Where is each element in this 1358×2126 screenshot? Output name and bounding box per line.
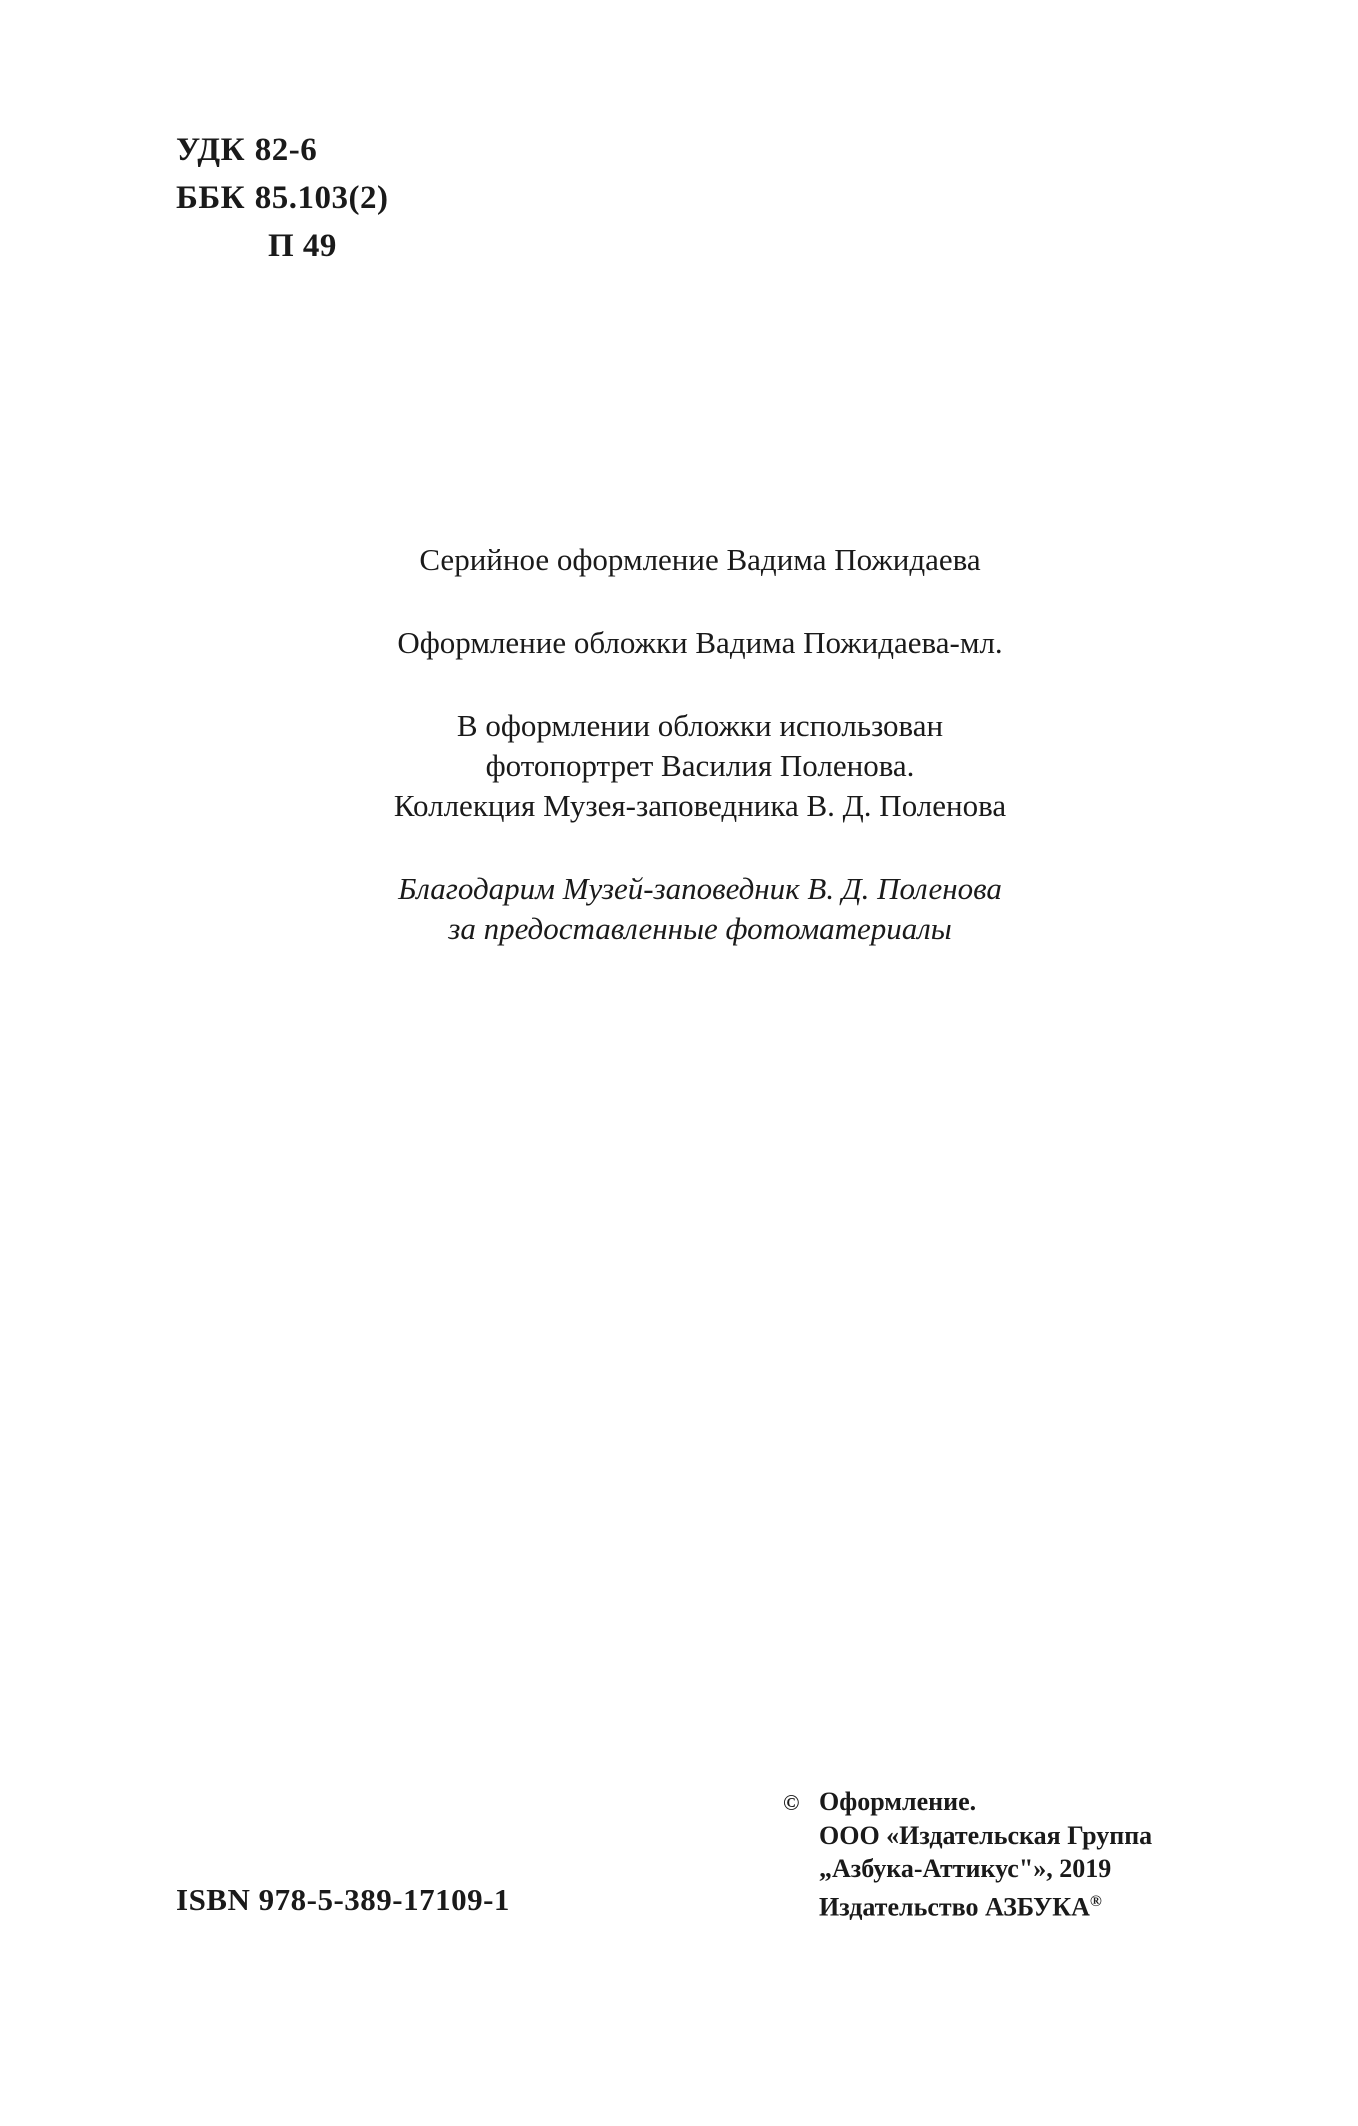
acknowledgement-line: Благодарим Музей-заповедник В. Д. Поленова — [398, 871, 1002, 906]
bbk-label: ББК — [176, 180, 246, 216]
cover-design-credit — [250, 623, 1150, 663]
copyright-line: „Азбука-Аттикус"», 2019 — [819, 1854, 1112, 1883]
copyright-block — [783, 1785, 1152, 1924]
classification-block — [176, 126, 388, 270]
photo-credit-line: фотопортрет Василия Поленова. — [485, 748, 915, 783]
author-mark: П 49 — [268, 228, 337, 264]
udk-label: УДК — [176, 132, 246, 168]
series-design-text: Серийное оформление Вадима Пожидаева — [419, 542, 981, 577]
acknowledgement-line: за предоставленные фотоматериалы — [448, 911, 952, 946]
copyright-line: ООО «Издательская Группа — [819, 1821, 1153, 1850]
series-design-credit — [250, 540, 1150, 580]
copyright-line: Издательство АЗБУКА — [819, 1892, 1090, 1922]
photo-credit-line: Коллекция Музея-заповедника В. Д. Поленова — [393, 788, 1007, 823]
copyright-first-row — [783, 1785, 1152, 1819]
copyright-symbol: © — [783, 1790, 800, 1815]
credits-block — [250, 540, 1150, 992]
acknowledgement — [250, 869, 1150, 949]
registered-trademark-sign: ® — [1089, 1893, 1102, 1910]
bbk-row — [176, 174, 388, 222]
copyright-line: Оформление. — [819, 1787, 977, 1816]
cover-design-text: Оформление обложки Вадима Пожидаева-мл. — [397, 625, 1003, 660]
udk-row — [176, 126, 388, 174]
udk-value: 82-6 — [254, 132, 318, 168]
isbn-number: ISBN 978-5-389-17109-1 — [176, 1882, 510, 1917]
copyright-publisher-row — [783, 1885, 1152, 1924]
bbk-value: 85.103(2) — [254, 180, 389, 216]
photo-credit — [250, 706, 1150, 826]
photo-credit-line: В оформлении обложки использован — [456, 708, 944, 743]
